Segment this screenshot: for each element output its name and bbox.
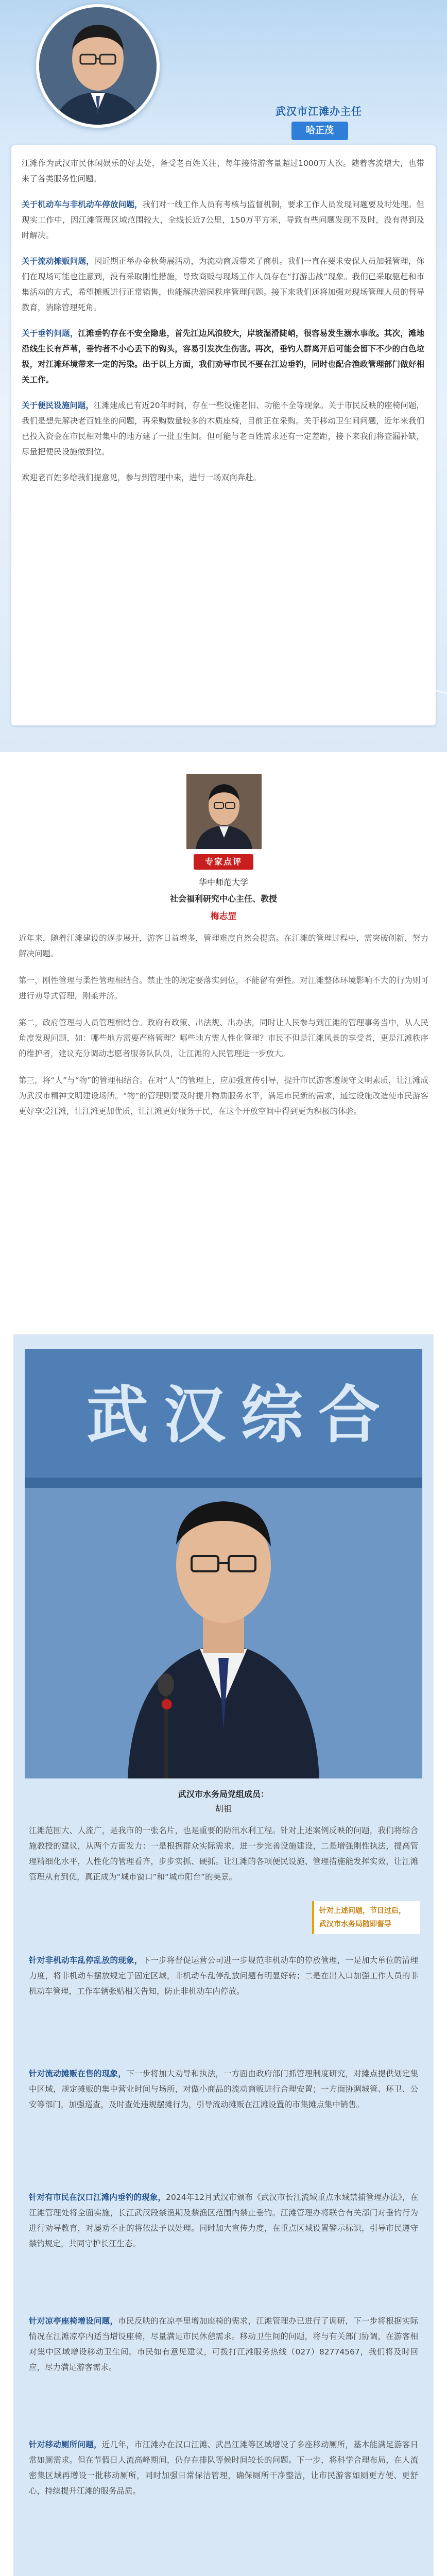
expert-affiliation: 华中师范大学 xyxy=(198,877,248,887)
expert-badge: 专家点评 xyxy=(194,854,253,870)
bureau-intro-text: 江滩范围大、人流广，是我市的一张名片，也是重要的防汛水利工程。针对上述案例反映的问题，我们将综合施教授的建议，从两个方面发力：一是根据群众实际需求，进一步完善设施建设，二是增强刚性执法，提高管理精细化水平，人性化的管理看齐，步步实抓、硬抓。让江滩的各项便民设施、管理措施能发挥实效，让江滩管理从有到优，真正成为“城市窗口”和“城市阳台”的美景。 xyxy=(29,1826,418,1882)
measure-item xyxy=(29,1953,418,1999)
measure-item xyxy=(29,2437,418,2499)
bureau-official-photo xyxy=(25,1349,422,1778)
photo-caption-name: 胡祖 xyxy=(215,1804,232,1814)
measure-item xyxy=(29,2066,418,2112)
expert-paragraph: 第一，刚性管理与柔性管理相结合。禁止性的规定要落实到位，不能留有弹性。对江滩整体环境影响不大的行为则可进行劝导式管理，刚柔并济。 xyxy=(19,976,428,1001)
measure-paragraph: 针对有市民在汉口江滩内垂钓的现象，2024年12月武汉市颁布《武汉市长江流域重点水域禁捕管理办法》，在江滩管理处将全面实施，长江武汉段禁渔期及禁渔区范围内禁止垂钓。江滩管理办将联合有关部门对垂钓行为进行劝导教育，对屡劝不止的将依法予以处理。同时加大宣传力度，在重点区域设置警示标识，引导市民遵守禁钓规定，共同守护长江生态。 xyxy=(29,2193,418,2248)
speaker-name: 哈正茂 xyxy=(291,122,348,140)
measure-lead: 针对非机动车乱停乱放的现象， xyxy=(29,1956,143,1965)
photo-sign-text: 武汉综合 xyxy=(87,1380,396,1451)
topic-lead: 关于流动摊贩问题， xyxy=(22,257,94,266)
expert-comment-section xyxy=(0,752,447,1314)
response-paragraph: 江滩作为武汉市民休闲娱乐的好去处，备受老百姓关注，每年接待游客量超过1000万人次。随着客流增大，也带来了各类服务性问题。 xyxy=(22,159,424,183)
speaker-title: 武汉市江滩办主任 xyxy=(276,105,362,117)
measure-item xyxy=(29,2313,418,2375)
callout-line: 针对上述问题，节目过后， xyxy=(319,1907,406,1915)
expert-paragraph: 近年来，随着江滩建设的逐步展开，游客日益增多，管理难度自然会提高。在江滩的管理过程中，需突破创新，努力解决问题。 xyxy=(19,934,428,958)
response-paragraph xyxy=(22,326,424,387)
topic-lead: 关于机动车与非机动车停放问题， xyxy=(22,200,143,209)
bureau-intro xyxy=(29,1823,418,1885)
expert-text xyxy=(19,930,428,1130)
followup-callout xyxy=(312,1901,420,1934)
bureau-response-section xyxy=(0,1314,447,2576)
expert-position: 社会福利研究中心主任、教授 xyxy=(169,894,277,904)
measure-paragraph: 针对流动摊贩在售的现象，下一步将加大劝导和执法，一方面由政府部门抓管理制度研究，对摊点提供划定集中区域，规定摊贩的集中营业时间与场所，对做小商品的流动商贩进行合理安置；一方面协调城管、环卫、公安等部门，加强巡查，及时查处违规摆摊行为，引导流动摊贩在江滩设置的市集摊点集中销售。 xyxy=(29,2069,418,2109)
expert-paragraph: 第二，政府管理与人员管理相结合。政府有政策、出法规、出办法，同时让人民参与到江滩的管理事务当中，从人民角度发现问题，如：哪些地方需要严格管理？哪些地方需人性化管理？市民不但是江滩风景的享受者，更是江滩秩序的维护者，建议充分调动志愿者服务队队员，让江滩的人民管理进一步放大。 xyxy=(19,1018,428,1058)
expert-name: 梅志罡 xyxy=(210,911,237,922)
topic-lead: 关于垂钓问题， xyxy=(22,329,78,338)
measure-paragraph: 针对移动厕所问题，近几年，市江滩办在汉口江滩、武昌江滩等区域增设了多座移动厕所，基本能满足游客日常如厕需求。但在节假日人流高峰期间，仍存在排队等候时间较长的问题。下一步，将科学合理布局，在人流密集区域再增设一批移动厕所，同时加强日常保洁管理，确保厕所干净整洁，让市民游客如厕更方便、更舒心，持续提升江滩的服务品质。 xyxy=(29,2440,418,2496)
photo-caption-role: 武汉市水务局党组成员： xyxy=(178,1789,269,1799)
response-card xyxy=(11,145,436,725)
expert-portrait-drawing xyxy=(186,774,262,849)
expert-portrait xyxy=(186,774,262,849)
emphasized-text: 江滩垂钓存在不安全隐患，首先江边风浪较大，岸坡湿滑陡峭，很容易发生溺水事故。其次，滩地沿线生长有芦苇，垂钓者不小心丢下的钩头，容易引发次生伤害。再次，垂钓人群离开后可能会留下不少的白色垃圾，对江滩环境带来一定的污染。出于以上方面，我们劝导市民不要在江边垂钓，同时也配合渔政管理部门做好相关工作。 xyxy=(22,329,424,384)
expert-paragraph: 第三，将“人”与“物”的管理相结合。在对“人”的管理上，应加强宣传引导，提升市民游客遵规守文明素质，让江滩成为武汉市精神文明建设场所。“物”的管理则要及时提升物质服务水平，满足市民新的需求，通过设施改造使市民游客更好享受江滩，让江滩更加优质，让江滩更好服务于民，在这个开放空间中得到更为积极的体验。 xyxy=(19,1076,428,1116)
response-text xyxy=(22,156,424,496)
response-paragraph: 关于便民设施问题，江滩建成已有近20年时间，存在一些设施老旧、功能不全等现象。关于市民反映的座椅问题，我们是想先解决老百姓坐的问题，再采购数量较多的木质座椅，目前正在采购。关于移动卫生间问题，近年来我们已投入资金在市民相对集中的地方建了一批卫生间。但可能与老百姓需求还有一定差距，接下来我们将查漏补缺，尽量把便民设施做到位。 xyxy=(22,401,424,456)
response-paragraph: 关于机动车与非机动车停放问题，我们对一线工作人员有考核与监督机制，要求工作人员发现问题要及时处理。但现实工作中，因江滩管理区域范围较大，全线长近7公里，150万平方米，导致有些问题发现不及时，没有得到及时解决。 xyxy=(22,200,424,240)
measure-item xyxy=(29,2190,418,2251)
measure-lead: 针对流动摊贩在售的现象， xyxy=(29,2069,127,2078)
topic-lead: 关于便民设施问题， xyxy=(22,401,94,410)
measure-paragraph: 针对凉亭座椅增设问题，市民反映的在凉亭里增加座椅的需求，江滩管理办已进行了调研，下一步将根据实际情况在江滩凉亭内适当增设座椅，尽量满足市民休憩需求。移动卫生间的问题，将与有关部门协调，在游客相对集中区域增设移动卫生间。市民如有意见建议，可拨打江滩服务热线（027）82774567，我们将及时回应，尽力满足游客需求。 xyxy=(29,2316,418,2372)
measure-lead: 针对移动厕所问题， xyxy=(29,2440,102,2449)
measure-lead: 针对有市民在汉口江滩内垂钓的现象， xyxy=(29,2193,166,2202)
response-paragraph: 关于流动摊贩问题，因近期正举办金秋菊展活动，为流动商贩带来了商机。我们一直在要求安保人员加强管理，你们在现场可能也注意到，没有采取刚性措施，导致商贩与现场工作人员存在“打游击战”现象。我们已采取驱赶和市集活动的方式，希望摊贩进行正常销售，也能解决游园秩序管理问题。接下来我们还将加强对现场管理人员的督导教育，消除管理死角。 xyxy=(22,257,424,312)
callout-line: 武汉市水务局随即督导 xyxy=(319,1920,391,1928)
official-portrait xyxy=(36,4,160,128)
response-frame xyxy=(13,1334,434,2576)
measure-lead: 针对凉亭座椅增设问题， xyxy=(29,2316,118,2326)
official-portrait-drawing xyxy=(39,7,157,125)
official-response-section xyxy=(0,0,447,752)
response-paragraph: 欢迎老百姓多给我们提意见，参与到管理中来，进行一场双向奔赴。 xyxy=(22,473,262,482)
measure-paragraph: 针对非机动车乱停乱放的现象，下一步将督促运营公司进一步规范非机动车的停放管理，一是加大单位的清理力度，将非机动车摆放规定于固定区域，非机动车乱停乱放问题有明显好转；二是在出入口加强工作人员的非机动车管理，工作车辆张贴相关告知，防止非机动车内停放。 xyxy=(29,1956,418,1996)
bureau-official-photo-drawing xyxy=(25,1349,422,1778)
